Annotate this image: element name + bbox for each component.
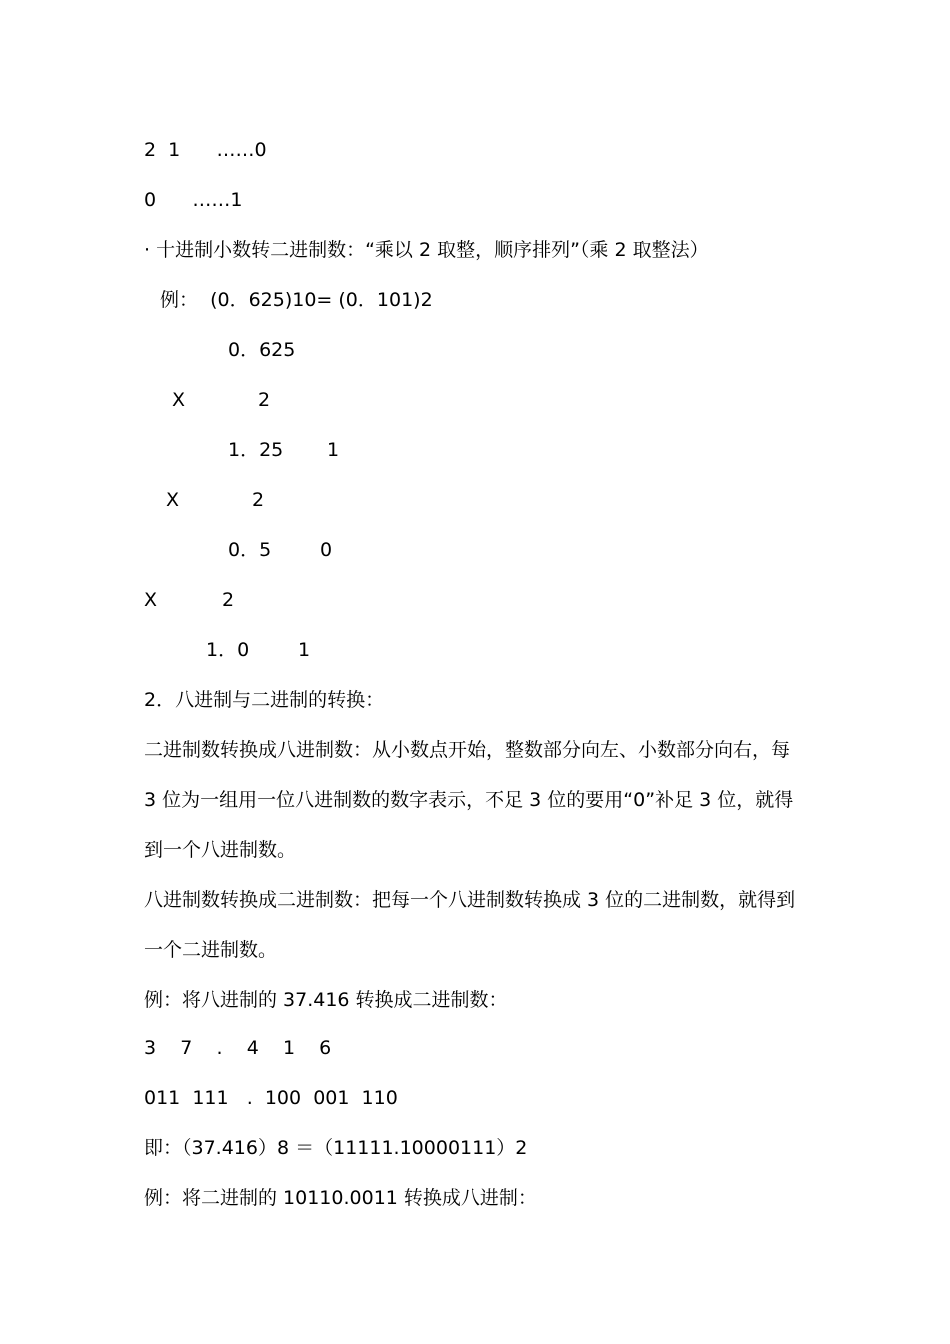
text-line: 八进制数转换成二进制数：把每一个八进制数转换成 3 位的二进制数，就得到 bbox=[144, 889, 796, 911]
text-line: X bbox=[166, 489, 180, 511]
text-line: 二进制数转换成八进制数：从小数点开始，整数部分向左、小数部分向右，每 bbox=[144, 739, 791, 761]
text-line: 1．0 bbox=[206, 639, 250, 661]
text-line: 即：（37.416）8 ＝（11111.10000111）2 bbox=[144, 1137, 528, 1159]
text-line: 1 bbox=[298, 639, 311, 661]
text-line: 0．625 bbox=[228, 339, 296, 361]
text-line: X bbox=[144, 589, 158, 611]
text-line: 0 ……1 bbox=[144, 189, 243, 211]
text-line: · 十进制小数转二进制数：“乘以 2 取整，顺序排列”（乘 2 取整法） bbox=[144, 239, 709, 261]
text-line: 3 7 . 4 1 6 bbox=[144, 1037, 332, 1059]
text-line: 1．25 bbox=[228, 439, 284, 461]
text-line: 2 bbox=[222, 589, 235, 611]
text-line: X bbox=[172, 389, 186, 411]
text-line: 2 bbox=[252, 489, 265, 511]
text-line: 0．5 bbox=[228, 539, 272, 561]
text-line: 一个二进制数。 bbox=[144, 939, 278, 961]
text-line: 2 1 ……0 bbox=[144, 139, 267, 161]
text-line: 2 bbox=[258, 389, 271, 411]
text-line: 011 111 . 100 001 110 bbox=[144, 1087, 398, 1109]
text-line: 例： (0．625)10= (0．101)2 bbox=[160, 289, 433, 311]
section-heading: 2．八进制与二进制的转换： bbox=[144, 689, 385, 711]
text-line: 3 位为一组用一位八进制数的数字表示，不足 3 位的要用“0”补足 3 位，就得 bbox=[144, 789, 794, 811]
text-line: 1 bbox=[327, 439, 340, 461]
text-line: 例：将八进制的 37.416 转换成二进制数： bbox=[144, 989, 508, 1011]
text-line: 例：将二进制的 10110.0011 转换成八进制： bbox=[144, 1187, 537, 1209]
text-line: 0 bbox=[320, 539, 333, 561]
text-line: 到一个八进制数。 bbox=[144, 839, 297, 861]
